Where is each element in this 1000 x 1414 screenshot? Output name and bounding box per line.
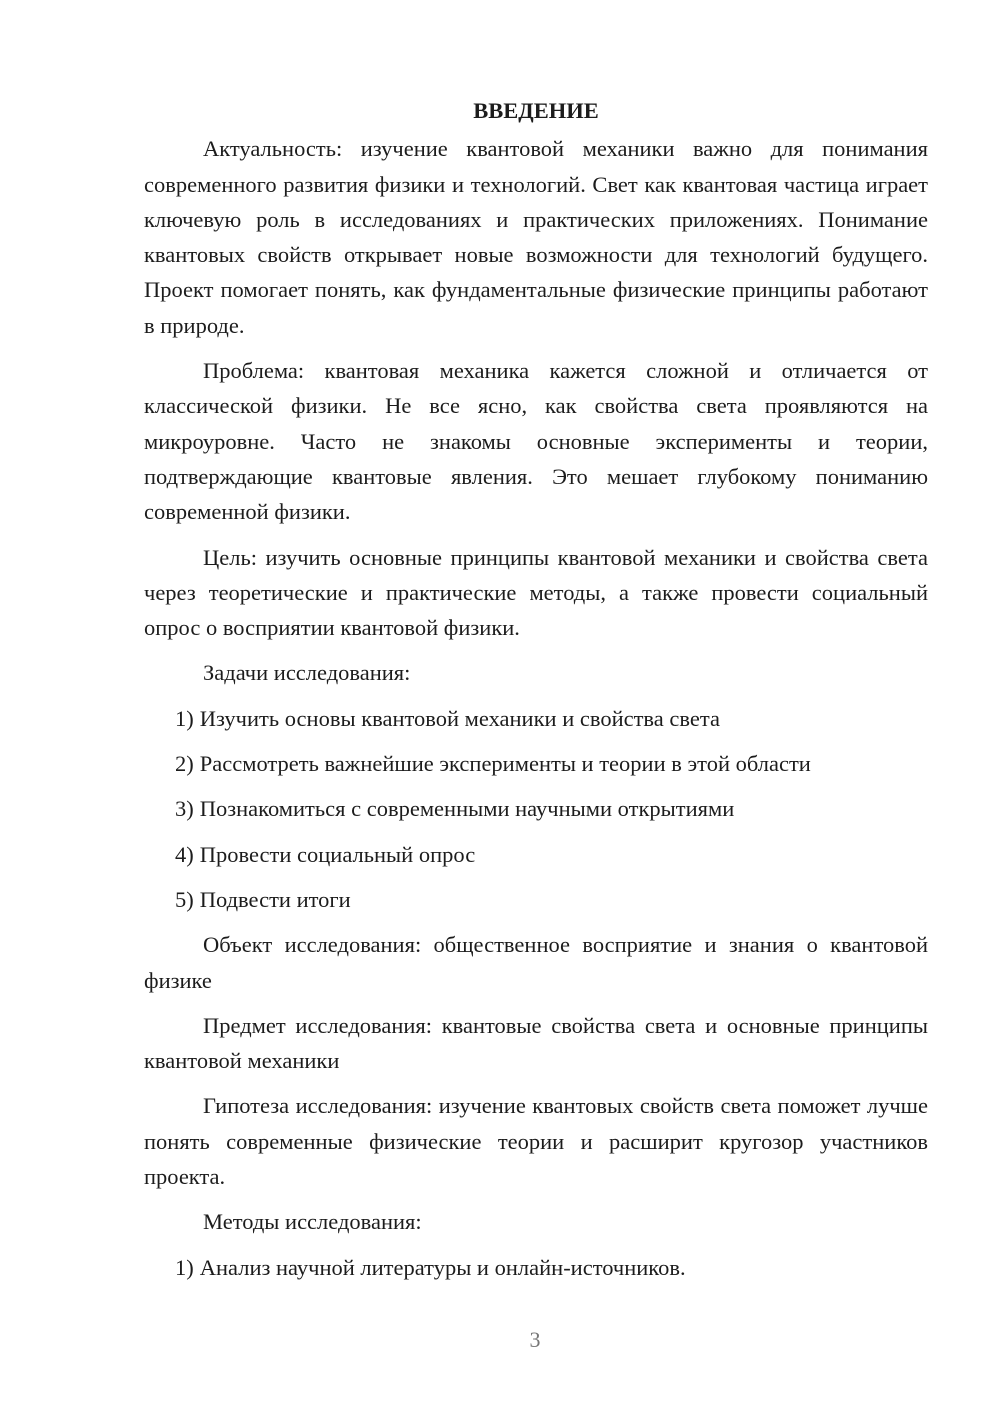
list-item-number: 4) <box>175 841 194 867</box>
list-item-number: 1) <box>175 1254 194 1280</box>
list-item-text: Познакомиться с современными научными открытиями <box>199 796 735 822</box>
tasks-heading: Задачи исследования: <box>203 660 411 686</box>
paragraph-subject: Предмет исследования: квантовые свойства света и основные принципы квантовой механики <box>144 1012 928 1074</box>
list-item <box>144 837 928 872</box>
page-content <box>144 93 928 1295</box>
list-item-number: 2) <box>175 751 194 777</box>
list-item-text: Рассмотреть важнейшие эксперименты и теории в этой области <box>199 751 811 777</box>
list-item-text: Изучить основы квантовой механики и свойства света <box>199 705 720 731</box>
page-number: 3 <box>529 1327 541 1352</box>
methods-heading: Методы исследования: <box>203 1209 422 1235</box>
list-item <box>144 1250 928 1285</box>
tasks-list <box>144 701 928 917</box>
paragraph-goal: Цель: изучить основные принципы квантовой механики и свойства света через теоретические и практические методы, а также провести социальный опрос о восприятии квантовой физики. <box>144 544 928 641</box>
paragraph-object: Объект исследования: общественное восприятие и знания о квантовой физике <box>144 932 928 993</box>
page-title: ВВЕДЕНИЕ <box>473 98 599 123</box>
paragraph-relevance: Актуальность: изучение квантовой механики важно для понимания современного развития физики и технологий. Свет как квантовая частица играет ключевую роль в исследованиях и практических приложениях. Понимание квантовых свойств открывает новые возможности для технологий будущего. Проект помогает понять, как фундаментальные физические принципы работают в природе. <box>144 136 928 338</box>
list-item-number: 3) <box>175 796 194 822</box>
list-item <box>144 791 928 826</box>
methods-list <box>144 1250 928 1285</box>
list-item-text: Провести социальный опрос <box>199 841 476 867</box>
list-item <box>144 882 928 917</box>
list-item-number: 5) <box>175 886 194 912</box>
paragraph-problem: Проблема: квантовая механика кажется сложной и отличается от классической физики. Не все ясно, как свойства света проявляются на микроуровне. Часто не знакомы основные эксперименты и теории, подтверждающие квантовые явления. Это мешает глубокому пониманию современной физики. <box>144 358 928 525</box>
list-item-text: Анализ научной литературы и онлайн-источников. <box>199 1254 686 1280</box>
list-item <box>144 746 928 781</box>
list-item-number: 1) <box>175 705 194 731</box>
paragraph-hypothesis: Гипотеза исследования: изучение квантовых свойств света поможет лучше понять современные физические теории и расширит кругозор участников проекта. <box>144 1093 928 1190</box>
list-item-text: Подвести итоги <box>199 886 351 912</box>
list-item <box>144 701 928 736</box>
